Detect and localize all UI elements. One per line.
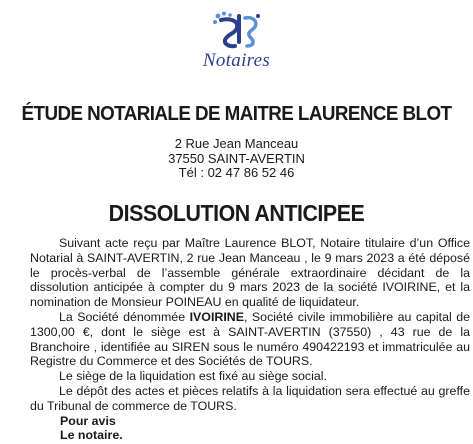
announcement-title: DISSOLUTION ANTICIPEE — [108, 200, 365, 226]
company-details: , Société civile immobilière au capital de 1300,00 €, dont le siège est à SAINT-AVERTIN (37550) , 43 rue de la Branchoire , identifiée au SIREN sous le numéro 490422193 et immatriculée au Registre du Commerce et des Sociétés de TOURS. — [30, 309, 470, 369]
company-name: IVOIRINE — [189, 309, 244, 324]
logo-wordmark: Notaires — [202, 50, 271, 71]
office-address-street: 2 Rue Jean Manceau — [174, 136, 299, 151]
paragraph-filing: Le dépôt des actes et pièces relatifs à la liquidation sera effectué au greffe du Tribunal de commerce de TOURS. — [30, 383, 470, 413]
signature-notaire: Le notaire. — [60, 428, 123, 443]
office-address-city: 37550 SAINT-AVERTIN — [168, 151, 305, 166]
announcement-body — [30, 236, 470, 443]
paragraph-company — [30, 310, 470, 369]
office-phone: Tél : 02 47 86 52 46 — [178, 165, 295, 180]
office-title: ÉTUDE NOTARIALE DE MAITRE LAURENCE BLOT — [21, 103, 452, 125]
paragraph-liquidation-seat: Le siège de la liquidation est fixé au siège social. — [59, 369, 327, 384]
notaires-emblem-icon — [209, 10, 265, 50]
company-intro: La Société dénommée — [59, 309, 190, 324]
paragraph-deed: Suivant acte reçu par Maître Laurence BLOT, Notaire titulaire d’un Office Notarial à SAINT-AVERTIN, 2 rue Jean Manceau , le 9 mars 2023 a été déposé le procès-verbal de l’assemble générale extraordinaire décidant de la dissolution anticipée à compter du 9 mars 2023 de la société IVOIRINE, et la nomination de Monsieur POINEAU en qualité de liquidateur. — [30, 236, 470, 310]
signature-pour-avis: Pour avis — [60, 413, 116, 428]
notaires-logo — [0, 4, 473, 82]
